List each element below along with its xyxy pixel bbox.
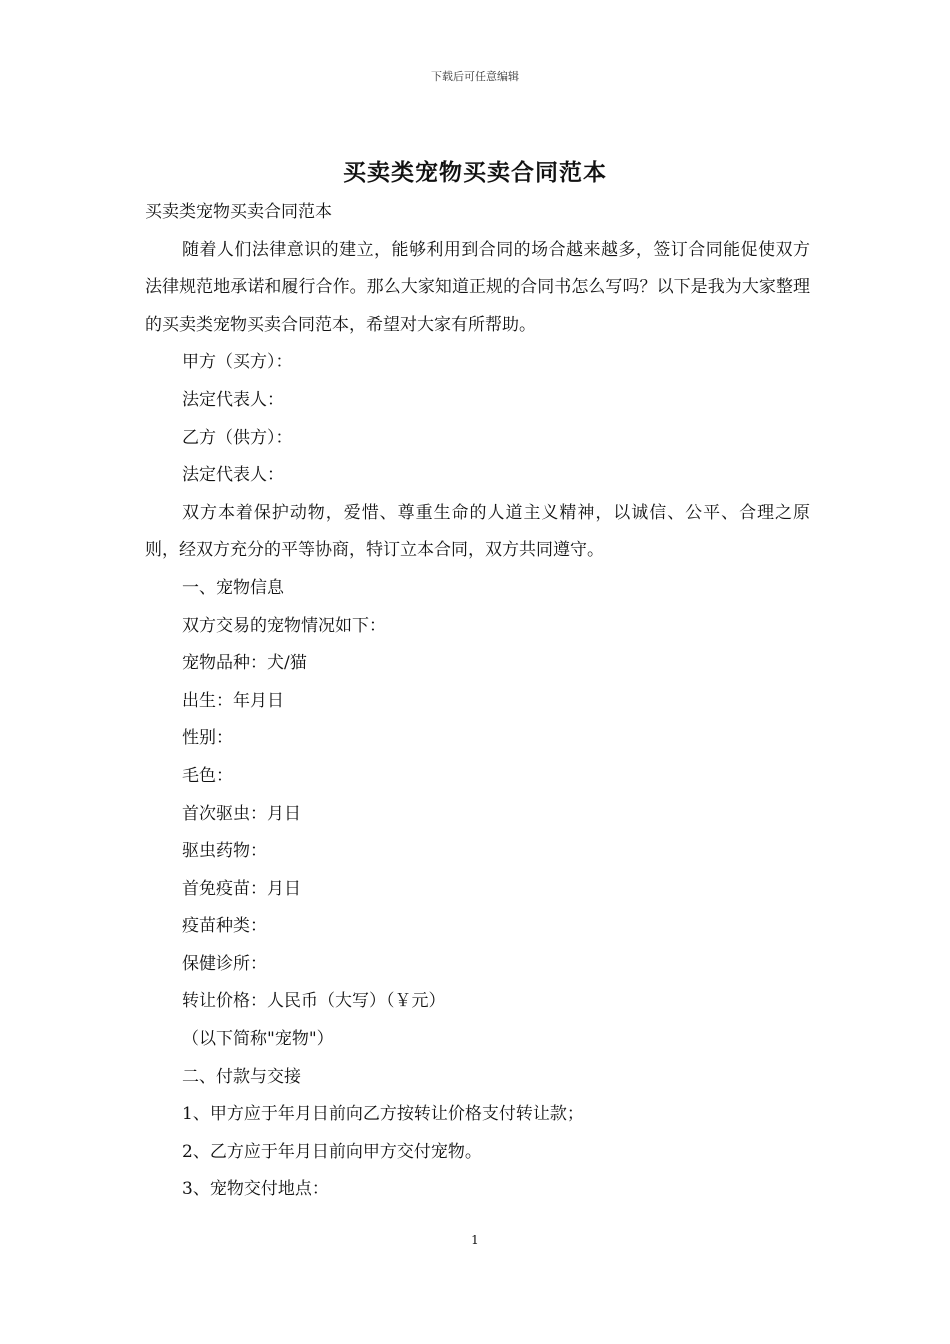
body-paragraph: 双方本着保护动物，爱惜、尊重生命的人道主义精神，以诚信、公平、合理之原则，经双方充分的平等协商，特订立本合同，双方共同遵守。 bbox=[145, 502, 810, 561]
body-paragraph: 一、宠物信息 bbox=[182, 577, 284, 598]
body-paragraph: 法定代表人： bbox=[182, 465, 284, 486]
body-paragraph: 性别： bbox=[182, 728, 233, 749]
body-paragraph: 首次驱虫：月日 bbox=[182, 803, 301, 824]
body-paragraph: 驱虫药物： bbox=[182, 841, 267, 862]
body-paragraph: 法定代表人： bbox=[182, 389, 284, 410]
body-paragraph: 随着人们法律意识的建立，能够利用到合同的场合越来越多，签订合同能促使双方法律规范地承诺和履行合作。那么大家知道正规的合同书怎么写吗？以下是我为大家整理的买卖类宠物买卖合同范本，希望对大家有所帮助。 bbox=[145, 239, 810, 335]
body-paragraph: 保健诊所： bbox=[182, 953, 267, 974]
body-paragraph: 双方交易的宠物情况如下： bbox=[182, 615, 386, 636]
page-header-note: 下载后可任意编辑 bbox=[431, 70, 519, 83]
body-paragraph: 甲方（买方）： bbox=[182, 352, 293, 373]
body-paragraph: （以下简称"宠物"） bbox=[182, 1029, 334, 1050]
document-title: 买卖类宠物买卖合同范本 bbox=[343, 159, 607, 186]
body-paragraph: 买卖类宠物买卖合同范本 bbox=[145, 202, 332, 222]
body-paragraph: 转让价格：人民币（大写）（￥元） bbox=[182, 991, 446, 1012]
body-paragraph: 3、宠物交付地点： bbox=[182, 1179, 329, 1200]
body-paragraph: 毛色： bbox=[182, 765, 233, 786]
body-paragraph: 首免疫苗：月日 bbox=[182, 878, 301, 899]
body-paragraph: 宠物品种：犬/猫 bbox=[182, 653, 307, 674]
body-paragraph: 2、乙方应于年月日前向甲方交付宠物。 bbox=[182, 1141, 482, 1162]
document-body bbox=[145, 194, 810, 1209]
body-paragraph: 乙方（供方）： bbox=[182, 427, 293, 448]
body-paragraph: 二、付款与交接 bbox=[182, 1066, 301, 1087]
body-paragraph: 出生：年月日 bbox=[182, 690, 284, 711]
page-number: 1 bbox=[471, 1233, 479, 1247]
body-paragraph: 疫苗种类： bbox=[182, 916, 267, 937]
body-paragraph: 1、甲方应于年月日前向乙方按转让价格支付转让款； bbox=[182, 1104, 584, 1125]
